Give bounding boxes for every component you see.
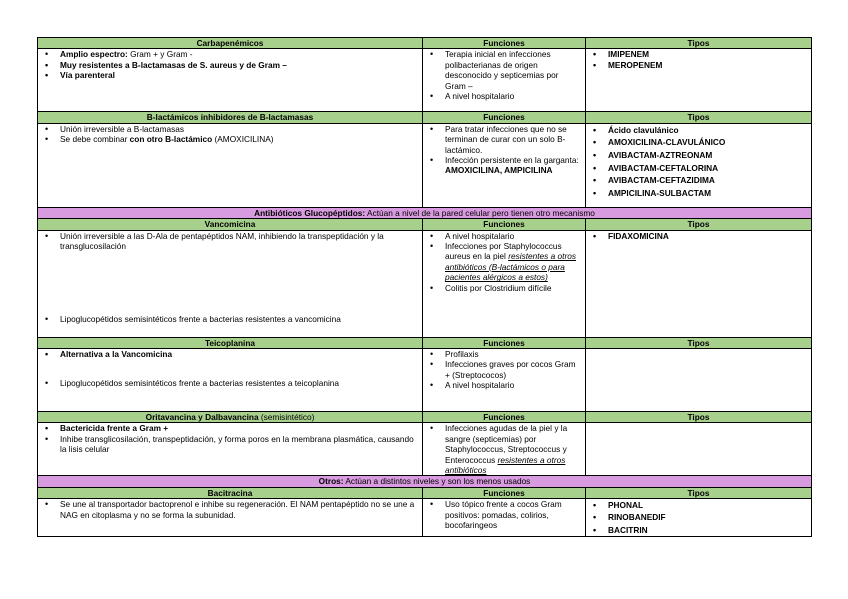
list-item: • Se debe combinar con otro B-lactámico (AMOXICILINA) [42,134,418,144]
desc-cell [38,499,423,537]
col-funciones: Funciones [423,412,586,423]
list-item: • BACITRIN [590,524,807,536]
list-item: • AVIBACTAM-CEFTAZIDIMA [590,174,807,187]
list-item: • FIDAXOMICINA [590,231,807,241]
header-row-vancomicina [38,219,812,230]
list-item: • AVIBACTAM-CEFTALORINA [590,162,807,175]
funciones-cell [423,230,586,337]
tipos-cell [586,423,812,476]
list-item: • Profilaxis [427,349,581,359]
list-item: • Amplio espectro: Gram + y Gram - [42,49,418,59]
list-item: • A nivel hospitalario [427,380,581,390]
list-item: • MEROPENEM [590,60,807,70]
list-item: • Lipoglucopétidos semisintéticos frente a bacterias resistentes a teicoplanina [42,378,418,388]
section-label: Otros: Actúan a distintos niveles y son los menos usados [38,476,812,487]
desc-cell [38,49,423,112]
list-item: • Vía parenteral [42,70,418,80]
funciones-cell [423,499,586,537]
section-title: Carbapenémicos [38,38,423,49]
list-item: • AMOXICILINA-CLAVULÁNICO [590,136,807,149]
col-tipos: Tipos [586,337,812,348]
tipos-cell [586,123,812,207]
header-row-carbapenemicos [38,38,812,49]
list-item: • Infecciones graves por cocos Gram + (Streptococos) [427,359,581,380]
tipos-cell [586,499,812,537]
desc-cell [38,123,423,207]
col-tipos: Tipos [586,38,812,49]
list-item: • IMIPENEM [590,49,807,59]
section-title: Teicoplanina [38,337,423,348]
list-item: • Muy resistentes a B-lactamasas de S. aureus y de Gram – [42,60,418,70]
col-tipos: Tipos [586,487,812,498]
list-item: • AMPICILINA-SULBACTAM [590,187,807,200]
list-item: • A nivel hospitalario [427,231,581,241]
section-label: Antibióticos Glucopéptidos: Actúan a nivel de la pared celular pero tienen otro mecanismo [38,207,812,218]
list-item: • Bactericida frente a Gram + [42,423,418,433]
col-tipos: Tipos [586,112,812,123]
col-funciones: Funciones [423,219,586,230]
section-row-glucopeptidos [38,207,812,218]
list-item: • Uso tópico frente a cocos Gram positivos: pomadas, colirios, bocofaringeos [427,499,581,530]
col-funciones: Funciones [423,487,586,498]
content-row-carbapenemicos [38,49,812,112]
list-item: • Inhibe transglicosilación, transpeptidación, y forma poros en la membrana plasmática, causando la lisis celular [42,434,418,455]
header-row-blactamicos [38,112,812,123]
col-funciones: Funciones [423,38,586,49]
content-row-vancomicina [38,230,812,337]
col-tipos: Tipos [586,412,812,423]
list-item: • Alternativa a la Vancomicina [42,349,418,359]
funciones-cell [423,349,586,412]
header-row-bacitracina [38,487,812,498]
col-funciones: Funciones [423,112,586,123]
funciones-cell [423,49,586,112]
list-item: • Unión irreversible a las D-Ala de pentapéptidos NAM, inhibiendo la transpeptidación y la transglucosilación [42,231,418,252]
section-row-otros [38,476,812,487]
list-item: • Infección persistente en la garganta: AMOXICILINA, AMPICILINA [427,155,581,176]
list-item: • A nivel hospitalario [427,91,581,101]
list-item: • Colitis por Clostridium difícile [427,283,581,293]
content-row-oritavancina [38,423,812,476]
list-item: • AVIBACTAM-AZTREONAM [590,149,807,162]
content-row-blactamicos [38,123,812,207]
col-tipos: Tipos [586,219,812,230]
header-row-oritavancina [38,412,812,423]
content-row-bacitracina [38,499,812,537]
list-item: • RINOBANEDIF [590,511,807,523]
funciones-cell [423,123,586,207]
list-item: • Infecciones por Staphylococcus aureus en la piel resistentes a otros antibióticos (B-lactámicos o para pacientes alérgicos a estos) [427,241,581,283]
desc-cell [38,230,423,337]
list-item: • Unión irreversible a B-lactamasas [42,124,418,134]
list-item: • Ácido clavulánico [590,124,807,137]
list-item: • Terapia inicial en infecciones polibacterianas de origen desconocido y septicemias por Gram – [427,49,581,91]
header-row-teicoplanina [38,337,812,348]
list-item: • PHONAL [590,499,807,511]
section-title: Bacitracina [38,487,423,498]
tipos-cell [586,49,812,112]
section-title: Vancomicina [38,219,423,230]
list-item: • Para tratar infecciones que no se terminan de curar con un solo B-lactámico. [427,124,581,155]
list-item: • Lipoglucopétidos semisintéticos frente a bacterias resistentes a vancomicina [42,314,418,324]
antibiotics-table [37,37,812,537]
list-item: • Se une al transportador bactoprenol e inhibe su regeneración. El NAM pentapéptido no se une a NAG en citoplasma y no se forma la subunidad. [42,499,418,520]
tipos-cell [586,230,812,337]
section-title: Oritavancina y Dalbavancina (semisintético) [38,412,423,423]
list-item: • Infecciones agudas de la piel y la sangre (septicemias) por Staphylococcus, Streptococcus y Enterococcus resistentes a otros antibióticos [427,423,581,475]
funciones-cell [423,423,586,476]
col-funciones: Funciones [423,337,586,348]
desc-cell [38,349,423,412]
content-row-teicoplanina [38,349,812,412]
desc-cell [38,423,423,476]
section-title: B-lactámicos inhibidores de B-lactamasas [38,112,423,123]
tipos-cell [586,349,812,412]
